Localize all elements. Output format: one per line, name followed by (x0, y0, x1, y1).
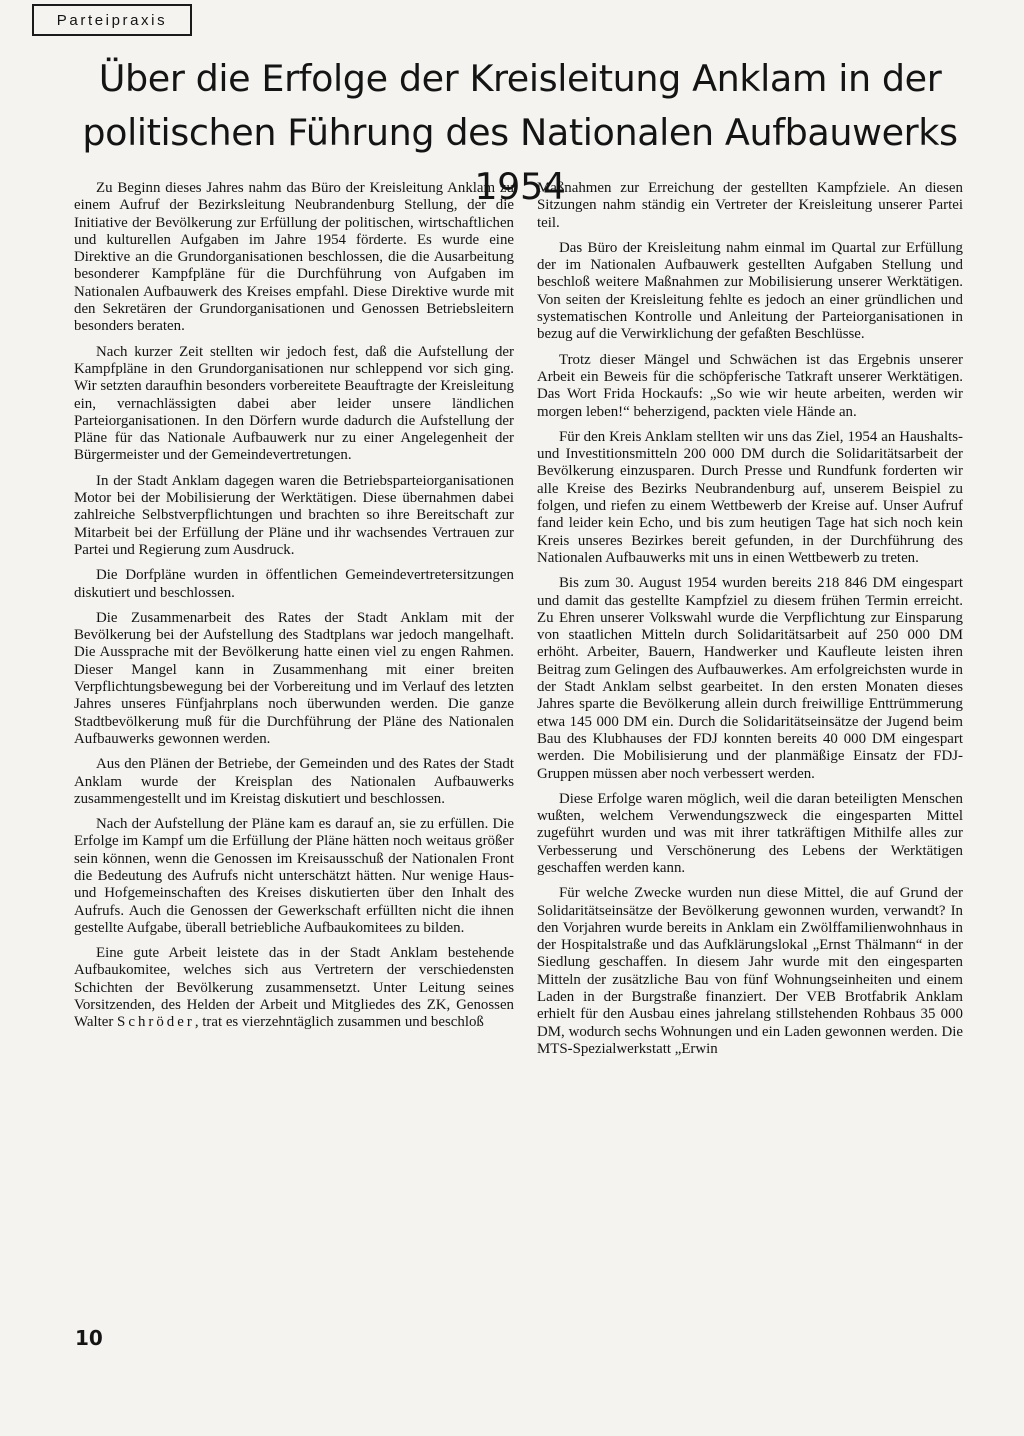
page-number: 10 (75, 1326, 103, 1350)
paragraph: Trotz dieser Mängel und Schwächen ist das Ergebnis unserer Arbeit ein Beweis für die schöpferische Tatkraft unserer Werktätigen. Das Wort Frida Hockaufs: „So wie wir heute arbeiten, werden wir morgen leben!“ beherzigend, packten viele Hände an. (537, 351, 963, 420)
title-line-1: Über die Erfolge der Kreisleitung Anklam in der (98, 57, 942, 100)
left-column (74, 180, 514, 1040)
paragraph (74, 945, 514, 1031)
paragraph: Diese Erfolge waren möglich, weil die daran beteiligten Menschen wußten, welchem Verwendungszweck die eingesparten Mittel zugeführt wurden und was mit ihrer tatkräftigen Mithilfe alles zur Verbesserung und Verschönerung des Lebens der Werktätigen geschaffen werden kann. (537, 790, 963, 876)
paragraph: Nach kurzer Zeit stellten wir jedoch fest, daß die Aufstellung der Kampfpläne in den Grundorganisationen nur schleppend vor sich ging. Wir setzten daraufhin besonders vorbereitete Beauftragte der Kreisleitung ein, vernachlässigten dabei aber leider unsere ländlichen Parteiorganisationen. In den Dörfern wurde dadurch die Aufstellung der Pläne für das Nationale Aufbauwerk nur zu einer Angelegenheit der Bürgermeister und der Gemeindevertretungen. (74, 343, 514, 464)
paragraph: Für welche Zwecke wurden nun diese Mittel, die auf Grund der Solidaritätseinsätze der Bevölkerung gewonnen wurden, verwandt? In den Vorjahren wurde bereits in Anklam ein Zwölffamilienwohnhaus in der Hospitalstraße und das Aufklärungslokal „Ernst Thälmann“ in der Siedlung geschaffen. In diesem Jahr wurde mit den eingesparten Mitteln der zusätzliche Bau von fünf Wohnungseinheiten und einem Laden in der Burgstraße finanziert. Der VEB Brotfabrik Anklam erhielt für den Ausbau eines jahrelang stillstehenden Rohbaus 35 000 DM, wodurch sechs Wohnungen und ein Laden gewonnen werden. Die MTS-Spezialwerkstatt „Erwin (537, 885, 963, 1057)
paragraph: Für den Kreis Anklam stellten wir uns das Ziel, 1954 an Haushalts- und Investitionsmitteln 200 000 DM durch die Solidaritätsarbeit der Bevölkerung einzusparen. Durch Presse und Rundfunk forderten wir alle Kreise des Bezirks Neubrandenburg auf, unserem Beispiel zu folgen, und riefen zu einem Wettbewerb der Kreise auf. Unser Aufruf fand leider kein Echo, und bis zum heutigen Tage hat sich noch kein Kreis unseres Bezirkes bereit gefunden, in der Durchführung des Nationalen Aufbauwerks mit uns in einen Wettbewerb zu treten. (537, 428, 963, 566)
paragraph: Die Dorfpläne wurden in öffentlichen Gemeindevertretersitzungen diskutiert und beschlossen. (74, 567, 514, 601)
paragraph: In der Stadt Anklam dagegen waren die Betriebsparteiorganisationen Motor bei der Mobilisierung der Werktätigen. Diese übernahmen dabei zahlreiche Selbstverpflichtungen und brachten so ihre Bereitschaft zur Mitarbeit bei der Erfüllung der Pläne und ihr wachsendes Vertrauen zur Partei und Regierung zum Ausdruck. (74, 472, 514, 558)
paragraph: Bis zum 30. August 1954 wurden bereits 218 846 DM eingespart und damit das gestellte Kampfziel zu diesem frühen Termin erreicht. Zu Ehren unserer Volkswahl wurde die Verpflichtung zur Einsparung von staatlichen Mitteln durch Solidaritätsarbeit auf 250 000 DM erhöht. Arbeiter, Bauern, Handwerker und Kaufleute leisten ihren Beitrag zum Gelingen des Aufbauwerkes. Am erfolgreichsten wurde in der Stadt Anklam selbst gearbeitet. In den ersten Monaten dieses Jahres sparte die Bevölkerung allein durch freiwillige Enttrümmerung etwa 145 000 DM ein. Durch die Solidaritätseinsätze der Jugend beim Bau des Klubhauses der FDJ konnten bereits 40 000 DM eingespart werden. Die Mobilisierung und der planmäßige Einsatz der FDJ-Gruppen müssen aber noch verbessert werden. (537, 575, 963, 782)
title-line-2: politischen Führung des Nationalen Aufbauwerks 1954 (82, 111, 958, 208)
section-label: Parteipraxis (32, 4, 192, 36)
right-column (537, 180, 963, 1066)
paragraph: Aus den Plänen der Betriebe, der Gemeinden und des Rates der Stadt Anklam wurde der Kreisplan des Nationalen Aufbauwerks zusammengestellt und im Kreistag diskutiert und beschlossen. (74, 756, 514, 807)
paragraph-text: Eine gute Arbeit leistete das in der Stadt Anklam bestehende Aufbaukomitee, welches sich aus Vertretern der verschiedensten Schichten der Bevölkerung zusammensetzt. Unter Leitung seines Vorsitzenden, des Helden der Arbeit und Mitgliedes des ZK, Genossen Walter (74, 945, 514, 1031)
paragraph: Maßnahmen zur Erreichung der gestellten Kampfziele. An diesen Sitzungen nahm ständig ein Vertreter der Kreisleitung unserer Partei teil. (537, 180, 963, 231)
paragraph: Die Zusammenarbeit des Rates der Stadt Anklam mit der Bevölkerung bei der Aufstellung des Stadtplans war jedoch mangelhaft. Die Aussprache mit der Bevölkerung hatte einen viel zu engen Rahmen. Dieser Mangel kann in Zusammenhang mit einer breiten Verpflichtungsbewegung bei der Vorbereitung und im Verlauf des letzten Jahres unseres Fünfjahrplans noch überwunden werden. Die ganze Stadtbevölkerung muß für die Durchführung der Pläne des Nationalen Aufbauwerks gewonnen werden. (74, 609, 514, 747)
person-name: Schröder (117, 1014, 195, 1031)
paragraph-text: , trat es vierzehntäglich zusammen und beschloß (194, 1014, 484, 1031)
paragraph: Das Büro der Kreisleitung nahm einmal im Quartal zur Erfüllung der im Nationalen Aufbauwerk gestellten Aufgaben Stellung und beschloß weitere Maßnahmen zur Mobilisierung unserer Werktätigen. Von seiten der Kreisleitung fehlte es jedoch an einer gründlichen und systematischen Kontrolle und Anleitung der Parteiorganisationen in bezug auf die Verwirklichung der gefaßten Beschlüsse. (537, 239, 963, 343)
paragraph: Nach der Aufstellung der Pläne kam es darauf an, sie zu erfüllen. Die Erfolge im Kampf um die Erfüllung der Pläne hätten noch weitaus größer sein können, wenn die Genossen im Kreisausschuß der Nationalen Front die Bedeutung des Aufrufs nicht unterschätzt hätten. Nur wenige Haus- und Hofgemeinschaften des Kreises diskutierten über den Inhalt des Aufrufs. Auch die Genossen der Gewerkschaft erfüllten nicht die ihnen gestellte Aufgabe, überall betriebliche Aufbaukomitees zu bilden. (74, 816, 514, 936)
paragraph: Zu Beginn dieses Jahres nahm das Büro der Kreisleitung Anklam zu einem Aufruf der Bezirksleitung Neubrandenburg Stellung, der die Initiative der Bevölkerung zur Erfüllung der politischen, wirtschaftlichen und kulturellen Aufgaben im Jahre 1954 förderte. Es wurde eine Direktive an die Grundorganisationen beschlossen, die die Ausarbeitung besonderer Kampfpläne für die Durchführung von Aufgaben im Nationalen Aufbauwerk des Kreises empfahl. Diese Direktive wurde mit den Sekretären der Grundorganisationen und Genossen Betriebsleitern besonders beraten. (74, 180, 514, 335)
